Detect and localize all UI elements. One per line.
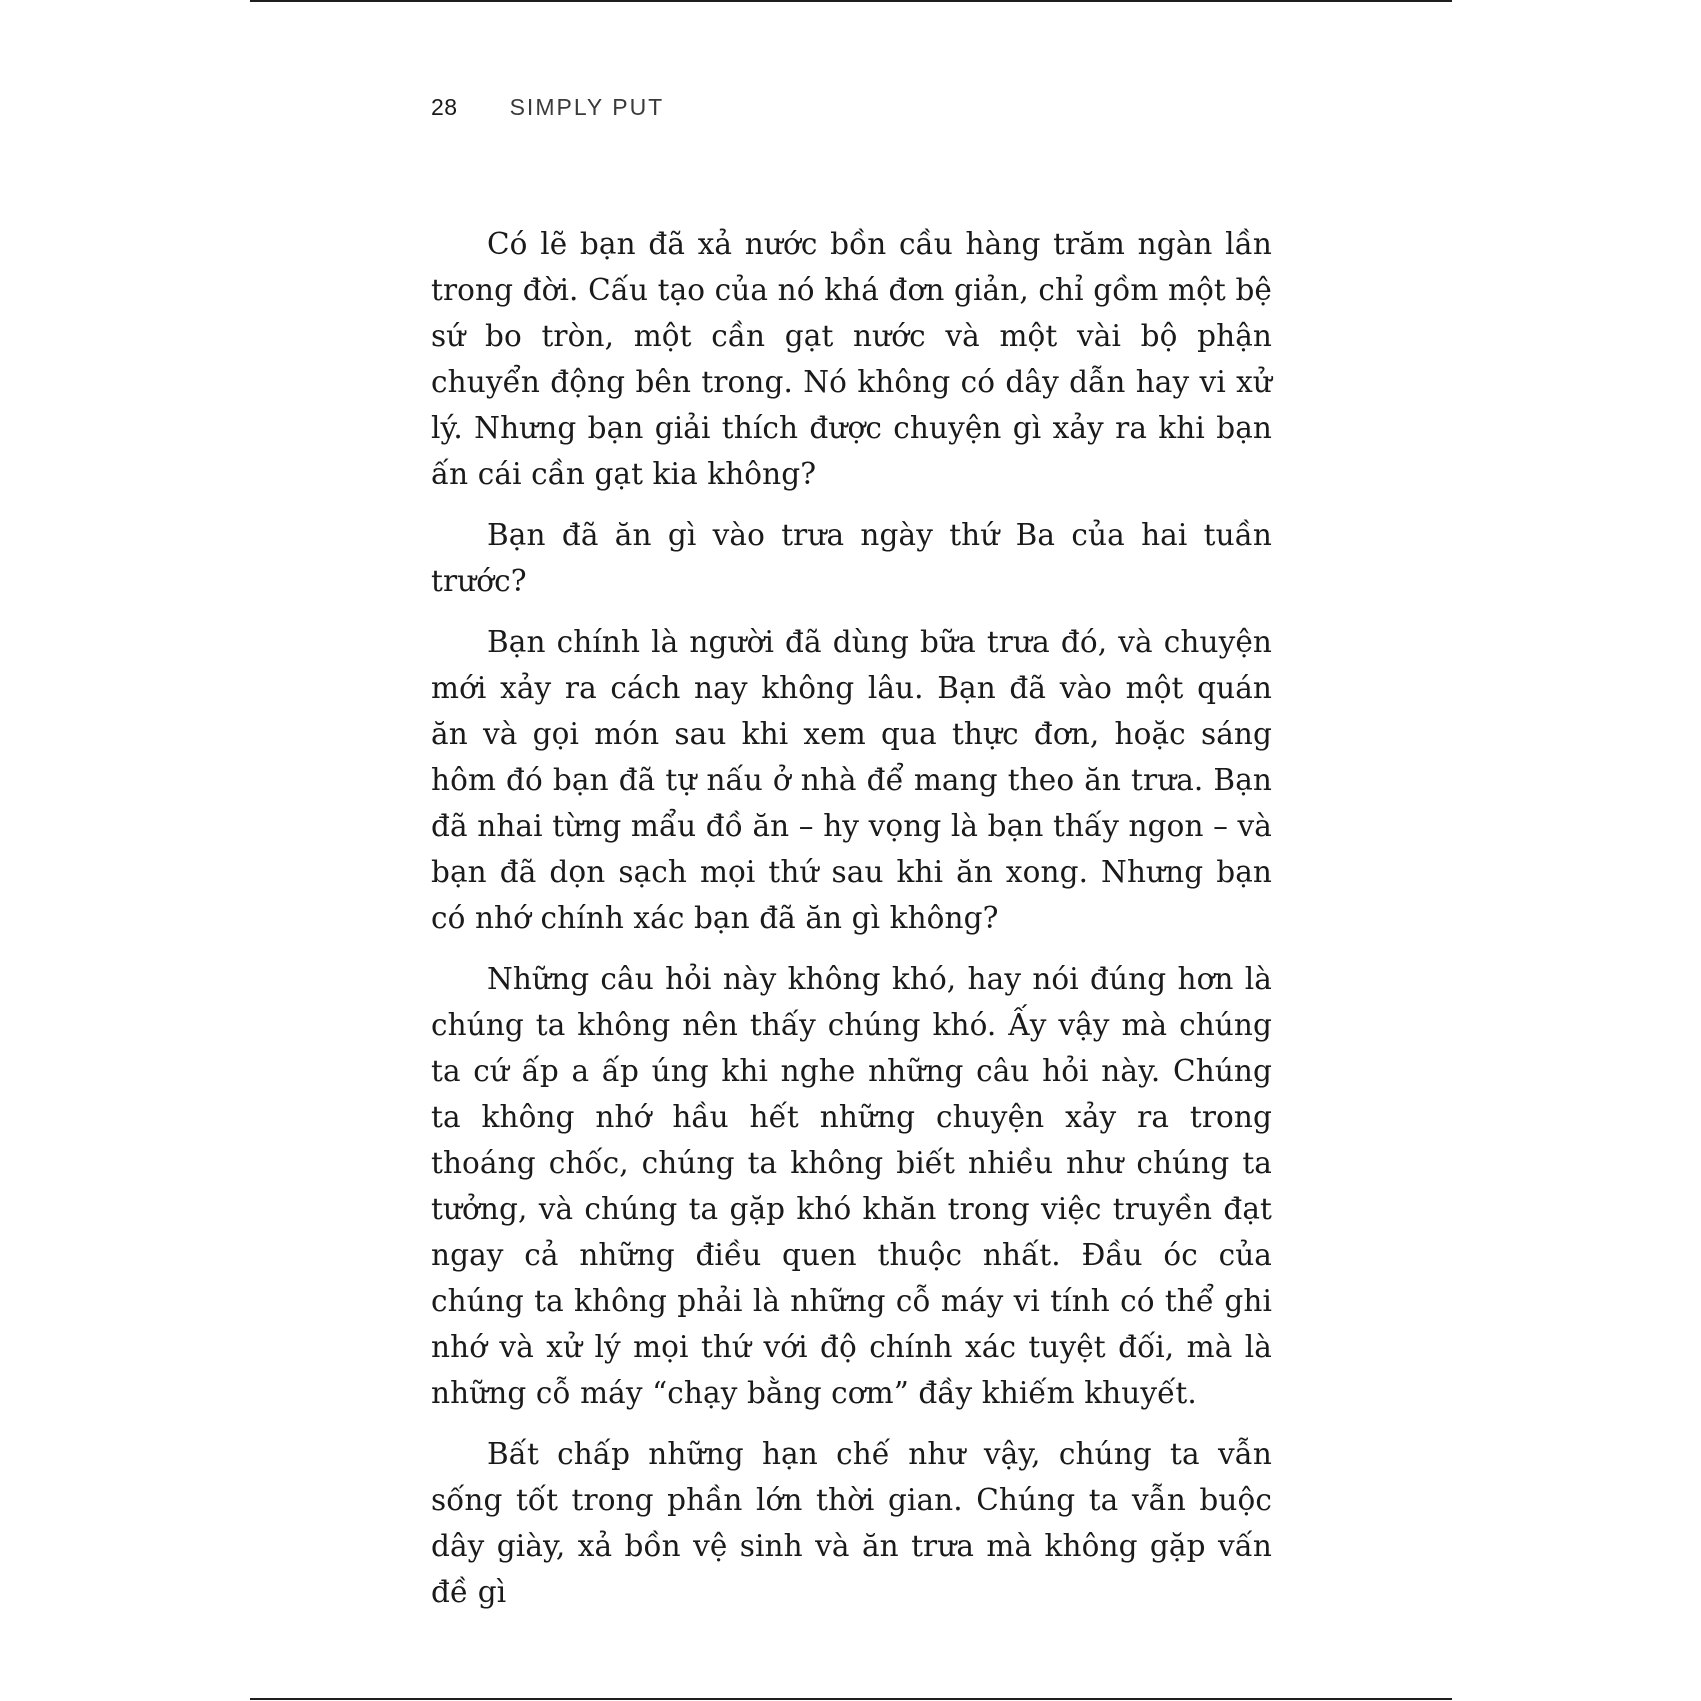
paragraph: Có lẽ bạn đã xả nước bồn cầu hàng trăm ngàn lần trong đời. Cấu tạo của nó khá đơn giản, chỉ gồm một bệ sứ bo tròn, một cần gạt nước và một vài bộ phận chuyển động bên trong. Nó không có dây dẫn hay vi xử lý. Nhưng bạn giải thích được chuyện gì xảy ra khi bạn ấn cái cần gạt kia không?: [431, 227, 1272, 491]
bottom-rule: [250, 1698, 1452, 1700]
book-title: SIMPLY PUT: [509, 94, 665, 120]
paragraph: Những câu hỏi này không khó, hay nói đúng hơn là chúng ta không nên thấy chúng khó. Ấy vậy mà chúng ta cứ ấp a ấp úng khi nghe những câu hỏi này. Chúng ta không nhớ hầu hết những chuyện xảy ra trong thoáng chốc, chúng ta không biết nhiều như chúng ta tưởng, và chúng ta gặp khó khăn trong việc truyền đạt ngay cả những điều quen thuộc nhất. Đầu óc của chúng ta không phải là những cỗ máy vi tính có thể ghi nhớ và xử lý mọi thứ với độ chính xác tuyệt đối, mà là những cỗ máy “chạy bằng cơm” đầy khiếm khuyết.: [431, 962, 1272, 1410]
paragraph: Bạn chính là người đã dùng bữa trưa đó, và chuyện mới xảy ra cách nay không lâu. Bạn đã vào một quán ăn và gọi món sau khi xem qua thực đơn, hoặc sáng hôm đó bạn đã tự nấu ở nhà để mang theo ăn trưa. Bạn đã nhai từng mẩu đồ ăn – hy vọng là bạn thấy ngon – và bạn đã dọn sạch mọi thứ sau khi ăn xong. Nhưng bạn có nhớ chính xác bạn đã ăn gì không?: [431, 625, 1272, 935]
paragraph: Bạn đã ăn gì vào trưa ngày thứ Ba của hai tuần trước?: [431, 518, 1272, 598]
running-head: [431, 94, 664, 121]
paragraph: Bất chấp những hạn chế như vậy, chúng ta vẫn sống tốt trong phần lớn thời gian. Chúng ta vẫn buộc dây giày, xả bồn vệ sinh và ăn trưa mà không gặp vấn đề gì: [431, 1437, 1272, 1609]
top-rule: [250, 0, 1452, 2]
body-text: [431, 221, 1272, 1630]
page-number: 28: [431, 94, 458, 120]
